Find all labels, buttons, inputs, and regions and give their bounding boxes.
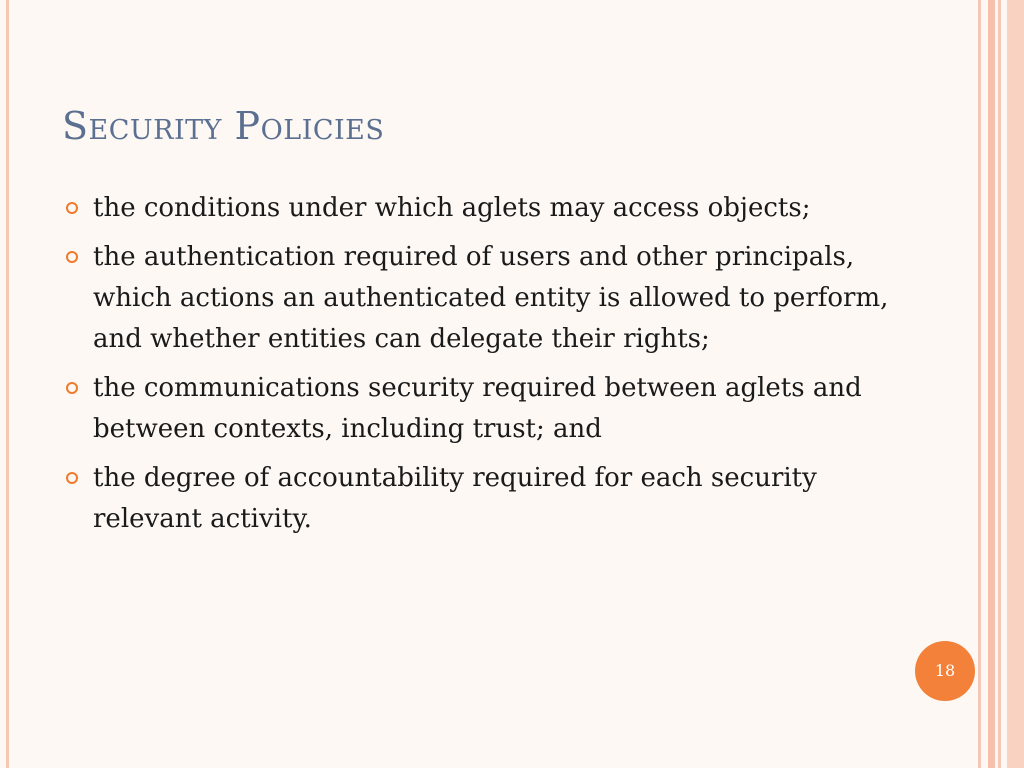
bullet-circle-icon [66,251,78,263]
bullet-item [62,458,892,540]
left-border-line [6,0,9,768]
right-decorative-stripes [978,0,1024,768]
bullet-text: the conditions under which aglets may access objects; [93,193,811,223]
bullet-item [62,188,892,229]
bullet-circle-icon [66,202,78,214]
bullet-list [62,188,892,548]
slide-title: Security Policies [62,104,385,148]
bullet-item [62,237,892,360]
bullet-text: the communications security required between aglets and between contexts, including trust; and [93,373,862,444]
bullet-circle-icon [66,382,78,394]
page-number-badge: 18 [915,641,975,701]
bullet-text: the degree of accountability required for each security relevant activity. [93,463,817,534]
bullet-text: the authentication required of users and other principals, which actions an authenticated entity is allowed to perform, and whether entities can delegate their rights; [93,242,889,354]
bullet-item [62,368,892,450]
bullet-circle-icon [66,472,78,484]
